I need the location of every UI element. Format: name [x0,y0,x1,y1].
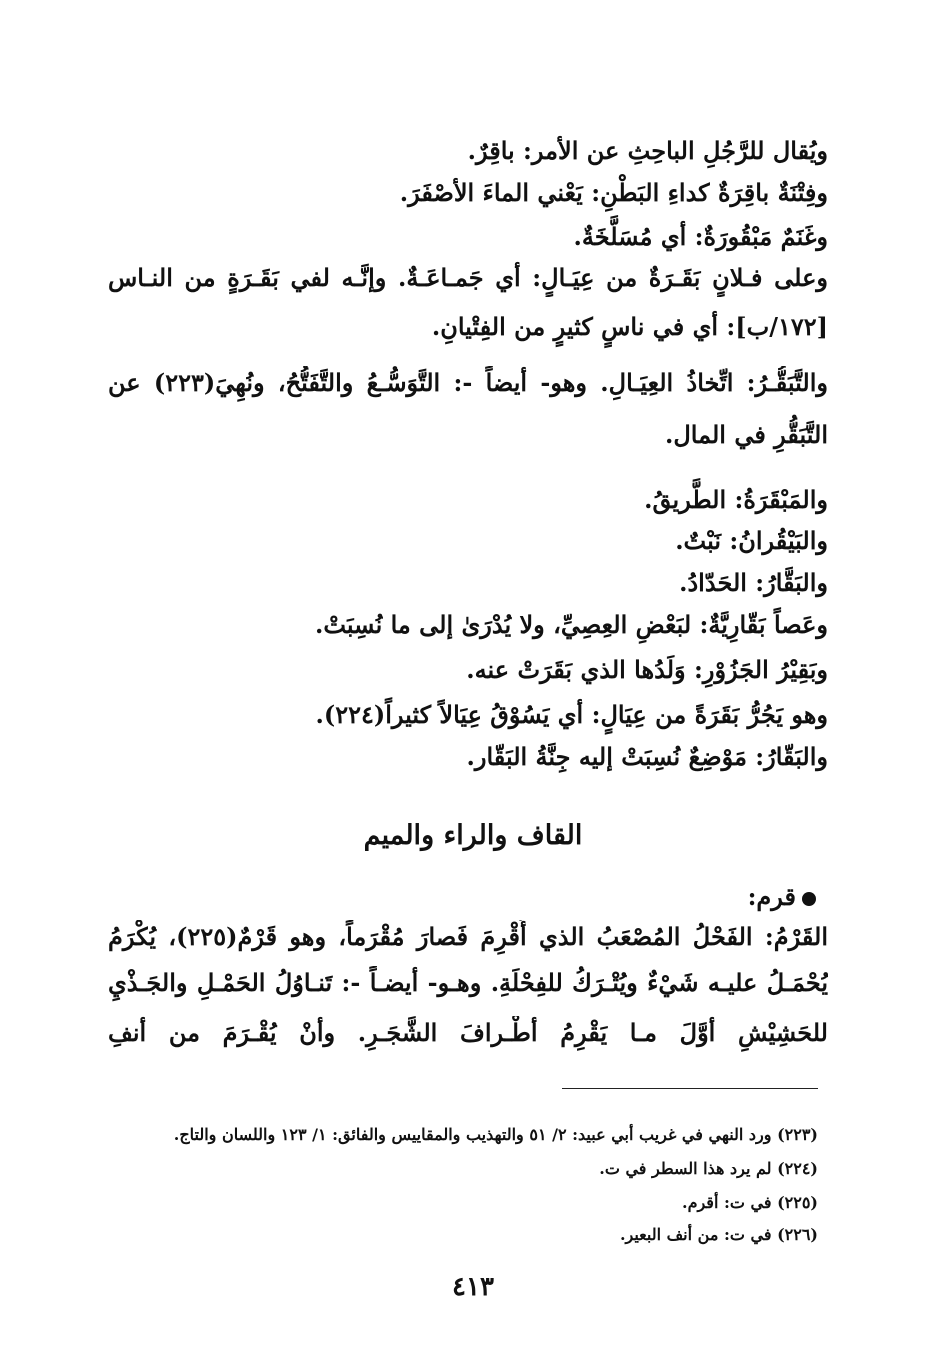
text-line-12: وبَقِيْرُ الجَزُوْرِ: وَلَدُها الذي بَقَرَتْ عنه. [466,655,828,684]
text-line-9: والبَيْقُرانُ: نَبْتٌ. [675,526,828,555]
text-line-13: وهو يَجُرُّ بَقَرَةً من عِيَالٍ: أي يَسُوْقُ عِيَالاً كثيراً(٢٢٤). [315,700,828,729]
text-line-4: وعلى فـلانٍ بَقَـرَةٌ من عِيَـالٍ: أي جَمـاعَـةٌ. وإنَّـه لفي بَقَـرَةٍ من النـاس [108,263,828,292]
footnote-225: (٢٢٥) في ت: أقرم. [682,1193,818,1212]
footnote-224: (٢٢٤) لم يرد هذا السطر في ت. [599,1159,818,1178]
text-line-2: وفِتْنَةٌ باقِرَةٌ كداءِ البَطْنِ: يَعْني الماءَ الأصْفَرَ. [399,178,828,207]
entry-heading [748,880,816,914]
entry-heading-label: قرم: [747,882,796,911]
text-line-5: [١٧٢/ب]: أي في ناسٍ كثيرٍ من الفِتْيانِ. [431,312,828,341]
page-number: ٤١٣ [452,1272,494,1302]
footnote-separator [562,1088,818,1089]
text-line-6: والتَّبَقُّـرُ: اتِّخاذُ العِيَـالِ. وهو- أيضاً -: التَّوَسُّـعُ والتَّفَتُّحُ، ونُهِيَ(٢٢٣) عن [108,368,828,397]
footnote-223: (٢٢٣) ورد النهي في غريب أبي عبيد: ٢/ ٥١ والتهذيب والمقاييس والفائق: ١/ ١٢٣ واللسان والتاج. [173,1125,818,1144]
footnote-226: (٢٢٦) في ت: من أنف البعير. [619,1225,818,1244]
text-line-1: ويُقال للرَّجُلِ الباحِثِ عن الأمر: باقِرٌ. [467,136,828,165]
text-line-8: والمَبْقَرَةُ: الطَّريقُ. [644,485,828,514]
section-heading: القاف والراء والميم [363,820,583,851]
text-line-7: التَّبَقُّرِ في المال. [665,420,828,449]
entry-line-2: يُحْمَـلُ عليـه شَيْءٌ ويُتْـرَكُ للفِحْلَةِ. وهـو- أيضـاً -: تَنـاوُلُ الحَمْـلِ والجَـذْيِ [108,968,828,997]
entry-line-3: للحَشِيْشِ أوَّلَ مـا يَقْرِمُ أطْـرافَ الشَّجَـرِ. وأنْ يُقْـرَمَ من أنفِ [108,1018,828,1047]
text-line-14: والبَقّارُ: مَوْضِعٌ نُسِبَتْ إليه جِنَّةُ البَقّار. [466,742,828,771]
entry-line-1: القَرْمُ: الفَحْلُ المُصْعَبُ الذي أُقْرِمَ فَصارَ مُقْرَماً، وهو قَرْمٌ(٢٢٥)، يُكْرَمُ [108,922,828,951]
text-line-10: والبَقَّارُ: الحَدّادُ. [679,568,828,597]
text-line-11: وعَصاً بَقّارِيَّةٌ: لبَعْضِ العِصِيِّ، ولا يُدْرَىٰ إلى ما نُسِبَتْ. [315,610,828,639]
text-line-3: وغَنَمٌ مَبْقُورَةٌ: أي مُسَلَّخَةٌ. [573,222,828,251]
bullet-icon [802,892,816,906]
